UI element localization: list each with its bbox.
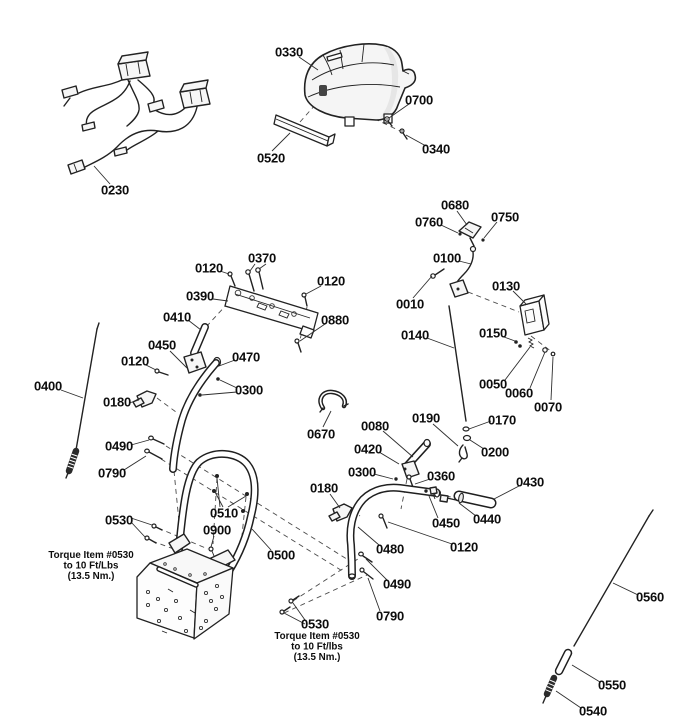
callout-0330: 0330	[274, 44, 304, 60]
callout-0430: 0430	[515, 474, 545, 490]
leader-0050	[505, 347, 530, 380]
callout-0790: 0790	[97, 465, 127, 481]
callout-0180: 0180	[309, 480, 339, 496]
callout-0510: 0510	[209, 505, 239, 521]
leader-0390	[213, 299, 228, 301]
leader-0300	[202, 392, 237, 395]
callout-0190: 0190	[411, 410, 441, 426]
callout-0880: 0880	[320, 312, 350, 328]
callout-0120: 0120	[120, 353, 150, 369]
leader-0680	[457, 211, 467, 225]
leader-0510	[217, 478, 220, 507]
retainer-clip-part	[320, 392, 348, 412]
callout-0490: 0490	[382, 576, 412, 592]
torque-note-line: Torque Item #0530	[274, 631, 360, 642]
callout-0400: 0400	[33, 378, 63, 394]
callout-0390: 0390	[185, 288, 215, 304]
torque-note-line: Torque Item #0530	[48, 550, 134, 561]
callout-0410: 0410	[162, 309, 192, 325]
leader-0540	[556, 691, 581, 708]
callout-0300: 0300	[234, 382, 264, 398]
callout-0120: 0120	[316, 273, 346, 289]
callout-0470: 0470	[231, 349, 261, 365]
leader-0560	[613, 583, 638, 595]
callout-0070: 0070	[533, 399, 563, 415]
chute-rod-lower	[449, 306, 471, 462]
callout-0080: 0080	[360, 418, 390, 434]
leader-0060	[530, 352, 545, 388]
callout-0670: 0670	[306, 426, 336, 442]
callout-0150: 0150	[478, 325, 508, 341]
lower-handle-and-frame	[137, 454, 299, 639]
callout-0120: 0120	[449, 539, 479, 555]
leader-0790	[124, 456, 146, 470]
ignition-detail	[319, 85, 327, 96]
leader-0670	[323, 411, 331, 427]
leader-0070	[551, 357, 553, 400]
callout-0480: 0480	[375, 541, 405, 557]
callout-0120: 0120	[194, 260, 224, 276]
leader-0400	[61, 390, 83, 398]
callout-0900: 0900	[202, 522, 232, 538]
callout-0520: 0520	[256, 150, 286, 166]
leader-0530	[131, 518, 152, 525]
callout-0200: 0200	[480, 444, 510, 460]
callout-labels	[34, 45, 664, 719]
left-handle-upper	[133, 327, 221, 469]
connector-plug	[62, 86, 78, 98]
callout-0560: 0560	[635, 589, 665, 605]
callout-0230: 0230	[100, 182, 130, 198]
cable-rod-left	[66, 323, 99, 478]
callout-0420: 0420	[353, 441, 383, 457]
leader-0010	[413, 276, 432, 298]
callout-0450: 0450	[147, 337, 177, 353]
callout-0790: 0790	[375, 608, 405, 624]
cable-rod-right	[543, 510, 653, 703]
callout-0700: 0700	[404, 92, 434, 108]
leader-0180	[330, 494, 340, 508]
callout-0490: 0490	[104, 438, 134, 454]
wire-harness-part	[62, 52, 210, 174]
callout-0450: 0450	[431, 515, 461, 531]
leader-0300	[374, 474, 393, 479]
leader-0550	[572, 665, 600, 682]
leader-0140	[427, 338, 454, 348]
cover-screws	[385, 117, 407, 139]
leader-0760	[441, 225, 458, 233]
mount-bracket-part	[514, 295, 555, 356]
leader-0190	[433, 424, 458, 446]
callout-0440: 0440	[472, 511, 502, 527]
torque-note-line: (13.5 Nm.)	[67, 571, 115, 582]
callout-0530: 0530	[104, 512, 134, 528]
callout-0760: 0760	[414, 214, 444, 230]
callout-0340: 0340	[421, 141, 451, 157]
console-cover-part	[305, 44, 416, 126]
callout-0550: 0550	[597, 677, 627, 693]
leader-0520	[272, 133, 290, 151]
callout-0370: 0370	[247, 250, 277, 266]
callout-0360: 0360	[426, 468, 456, 484]
mount-plate-part	[225, 268, 318, 352]
leader-0230	[94, 166, 110, 184]
callout-0060: 0060	[504, 385, 534, 401]
callout-0750: 0750	[490, 209, 520, 225]
callout-0050: 0050	[478, 376, 508, 392]
torque-note-line: to 10 Ft/lbs	[291, 641, 343, 653]
callout-0540: 0540	[578, 703, 608, 719]
torque-note-line: to 10 Ft/Lbs	[63, 560, 119, 572]
callout-0300: 0300	[347, 464, 377, 480]
torque-note-line: (13.5 Nm.)	[293, 652, 341, 663]
leader-0080	[383, 431, 413, 457]
callout-0500: 0500	[266, 547, 296, 563]
callout-0140: 0140	[400, 327, 430, 343]
callout-0010: 0010	[395, 296, 425, 312]
callout-0170: 0170	[487, 412, 517, 428]
callout-0100: 0100	[432, 250, 462, 266]
leader-0790	[368, 578, 380, 611]
leader-0530	[131, 522, 145, 537]
callout-0530: 0530	[300, 616, 330, 632]
decal-strip-part	[274, 115, 335, 146]
callout-0130: 0130	[491, 278, 521, 294]
leader-0490	[131, 440, 149, 445]
callout-0680: 0680	[440, 197, 470, 213]
callout-0180: 0180	[102, 394, 132, 410]
